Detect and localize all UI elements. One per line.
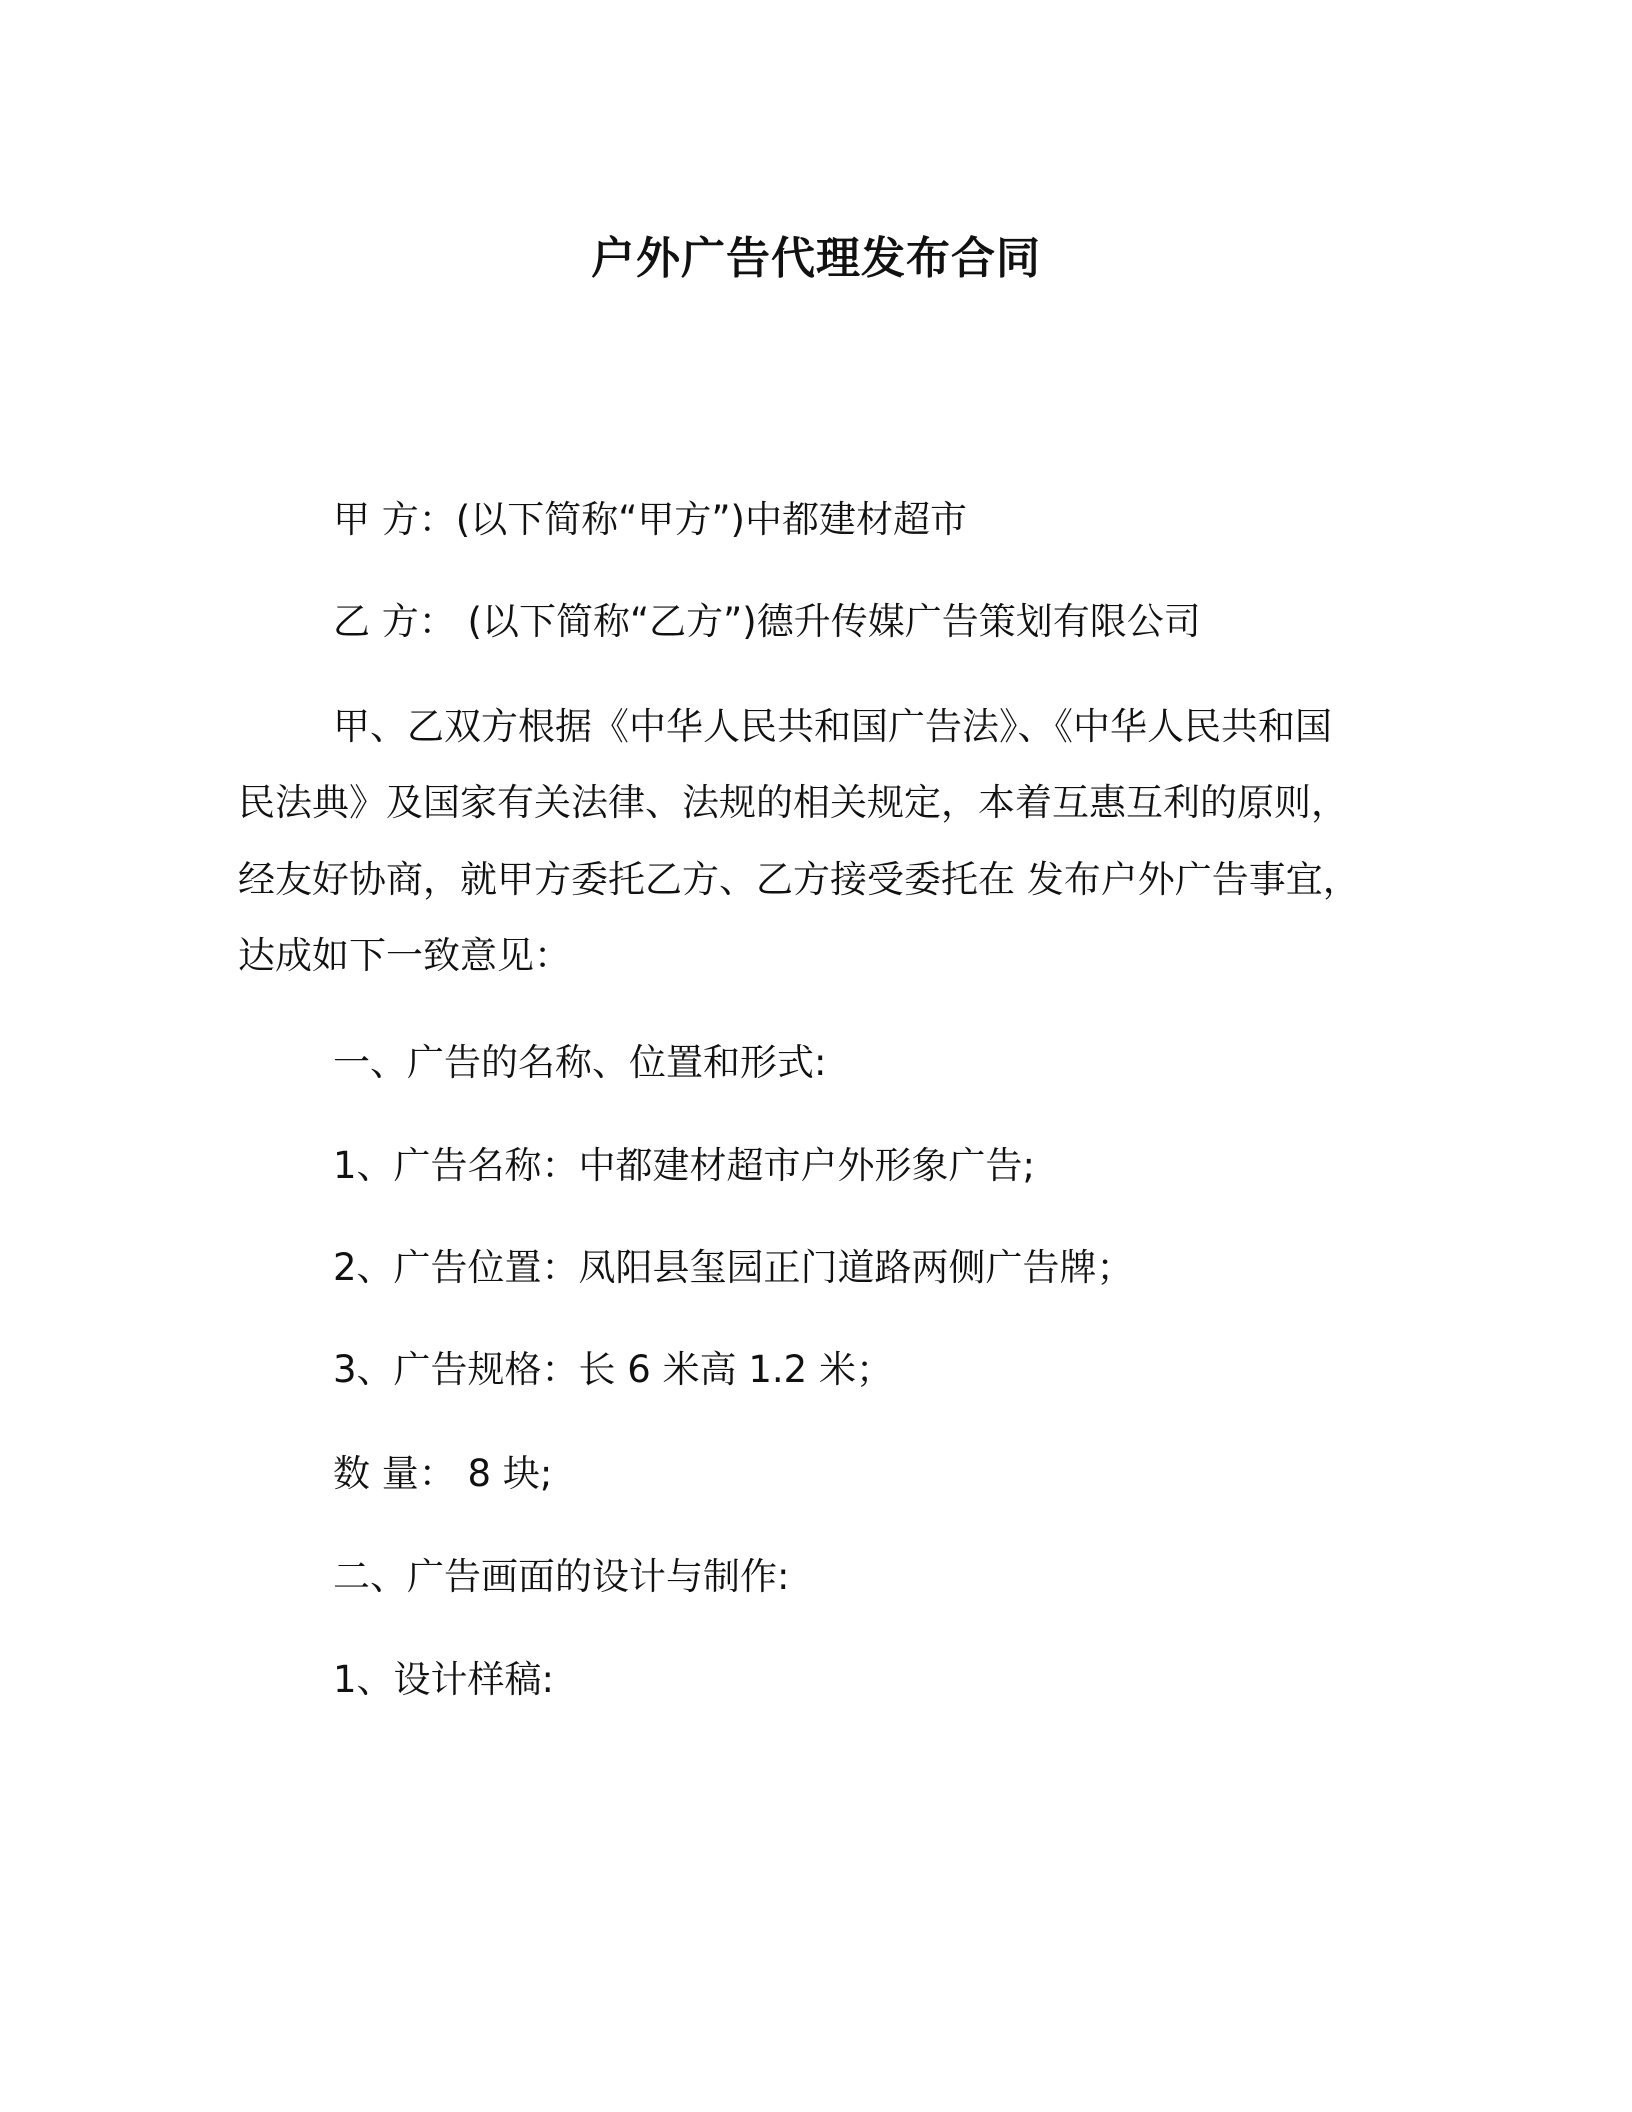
preamble-line-4: 达成如下一致意见： <box>238 934 571 977</box>
section2-heading: 二、广告画面的设计与制作: <box>333 1555 790 1598</box>
page-title: 户外广告代理发布合同 <box>591 233 1041 284</box>
ad-name-item: 1、广告名称：中都建材超市户外形象广告; <box>333 1144 1036 1187</box>
section1-heading: 一、广告的名称、位置和形式: <box>333 1041 827 1084</box>
quantity-item: 数 量： 8 块; <box>333 1452 553 1495</box>
preamble-line-1: 甲、乙双方根据《中华人民共和国广告法》、《中华人民共和国 <box>333 705 1332 748</box>
ad-size-item: 3、广告规格：长 6 米高 1.2 米； <box>333 1348 893 1391</box>
preamble-line-2: 民法典》及国家有关法律、法规的相关规定，本着互惠互利的原则， <box>238 781 1348 824</box>
design-draft-item: 1、设计样稿: <box>333 1658 555 1701</box>
ad-location-item: 2、广告位置：凤阳县玺园正门道路两侧广告牌； <box>333 1246 1134 1289</box>
party-a-line: 甲 方：(以下简称“甲方”)中都建材超市 <box>333 498 967 541</box>
preamble-line-3: 经友好协商，就甲方委托乙方、乙方接受委托在 发布户外广告事宜， <box>238 858 1360 901</box>
party-b-line: 乙 方： (以下简称“乙方”)德升传媒广告策划有限公司 <box>333 600 1201 643</box>
